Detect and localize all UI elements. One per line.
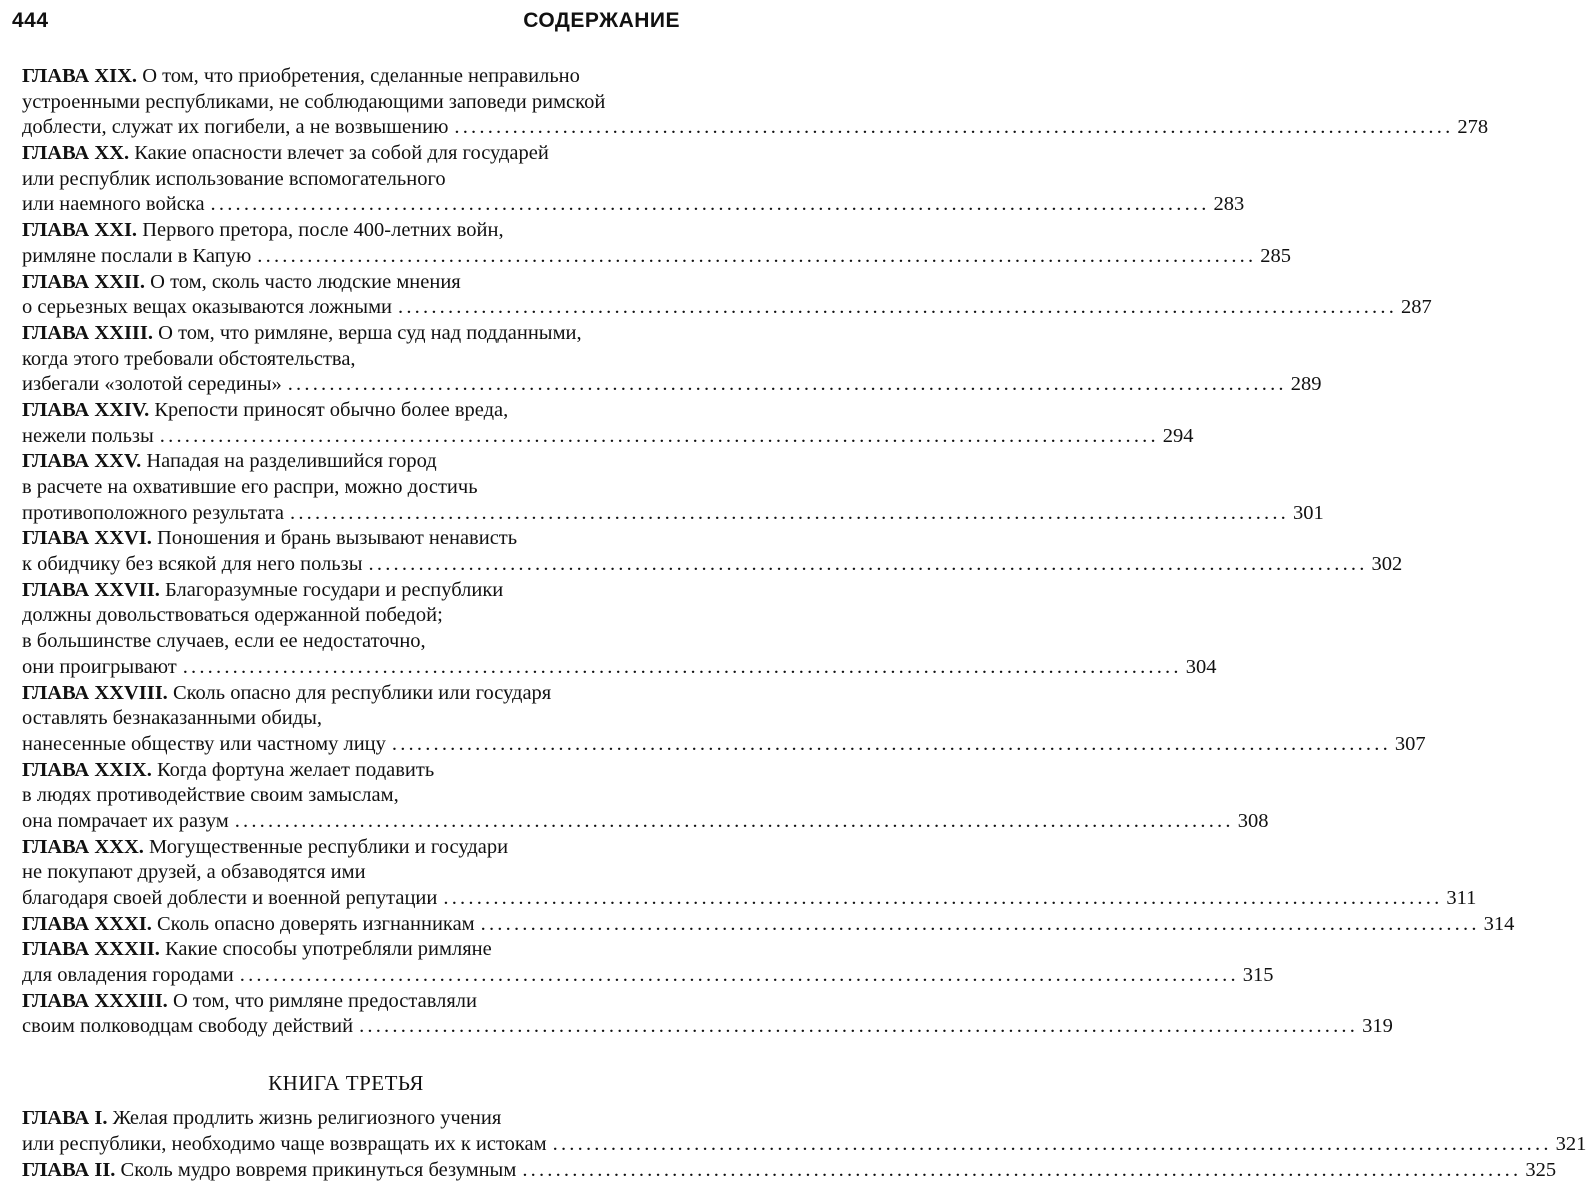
toc-entry-text: противоположного результата bbox=[22, 501, 284, 524]
table-of-contents bbox=[22, 64, 1586, 1183]
toc-entry-text: своим полководцам свободу действий bbox=[22, 1015, 354, 1038]
toc-entry bbox=[22, 835, 1477, 912]
toc-entry-line bbox=[22, 706, 670, 732]
dot-leader: ........................................................................................................................ bbox=[522, 1158, 1522, 1181]
toc-entry-text: ГЛАВА XXV. Нападая на разделившийся город bbox=[22, 450, 437, 473]
toc-page-number: 325 bbox=[1525, 1158, 1557, 1181]
toc-entry-line bbox=[22, 115, 1489, 141]
toc-page-number: 314 bbox=[1483, 912, 1515, 935]
toc-entry-text: оставлять безнаказанными обиды, bbox=[22, 707, 323, 730]
toc-entry-text: или республики, необходимо чаще возвращать их к истокам bbox=[22, 1132, 547, 1155]
toc-entry-line bbox=[22, 732, 1426, 758]
toc-entry-text: ГЛАВА XXVI. Поношения и брань вызывают ненависть bbox=[22, 527, 518, 550]
page-number: 444 bbox=[12, 9, 49, 32]
toc-entry-line bbox=[22, 603, 670, 629]
toc-entry-line bbox=[22, 270, 670, 296]
dot-leader: ........................................................................................................................ bbox=[239, 964, 1239, 987]
chapter-label: ГЛАВА XXVIII. bbox=[22, 681, 168, 704]
toc-page-number: 302 bbox=[1371, 553, 1403, 576]
toc-entry-line bbox=[22, 526, 670, 552]
chapter-label: ГЛАВА XXX. bbox=[22, 835, 144, 858]
chapter-label: ГЛАВА XXI. bbox=[22, 219, 138, 242]
toc-entry bbox=[22, 64, 1489, 141]
toc-entry-line bbox=[22, 90, 670, 116]
chapter-label: ГЛАВА XXIX. bbox=[22, 758, 152, 781]
toc-entry-line bbox=[22, 1158, 1557, 1184]
toc-page-number: 289 bbox=[1290, 373, 1322, 396]
toc-page-number: 304 bbox=[1185, 655, 1217, 678]
toc-entry-text: для овладения городами bbox=[22, 964, 234, 987]
chapter-label: ГЛАВА II. bbox=[22, 1158, 116, 1181]
toc-entry-line bbox=[22, 424, 1194, 450]
dot-leader: ........................................................................................................................ bbox=[234, 809, 1234, 832]
dot-leader: ........................................................................................................................ bbox=[480, 912, 1480, 935]
toc-entry-text: должны довольствоваться одержанной победой; bbox=[22, 604, 443, 627]
toc-entry-line bbox=[22, 578, 670, 604]
toc-page-number: 315 bbox=[1242, 964, 1274, 987]
toc-entry-text: римляне послали в Капую bbox=[22, 244, 252, 267]
toc-entry-text: избегали «золотой середины» bbox=[22, 373, 282, 396]
dot-leader: ........................................................................................................................ bbox=[398, 296, 1398, 319]
dot-leader: ........................................................................................................................ bbox=[210, 193, 1210, 216]
dot-leader: ........................................................................................................................ bbox=[391, 732, 1391, 755]
toc-entry-line bbox=[22, 398, 670, 424]
chapter-label: ГЛАВА XXVII. bbox=[22, 578, 160, 601]
toc-page-number: 311 bbox=[1446, 887, 1477, 909]
toc-entry-line bbox=[22, 681, 670, 707]
toc-entry-line bbox=[22, 218, 670, 244]
toc-page-number: 321 bbox=[1555, 1132, 1586, 1155]
chapter-label: ГЛАВА XXXI. bbox=[22, 912, 152, 935]
toc-entry-text: в большинстве случаев, если ее недостаточно, bbox=[22, 630, 426, 653]
toc-page-number: 319 bbox=[1362, 1015, 1393, 1038]
toc-entry bbox=[22, 578, 1217, 681]
toc-part-two bbox=[22, 1106, 1586, 1183]
toc-entry-line bbox=[22, 1014, 1393, 1040]
toc-entry-text: ГЛАВА XXI. Первого претора, после 400-летних войн, bbox=[22, 219, 504, 242]
toc-entry-line bbox=[22, 886, 1477, 912]
chapter-label: ГЛАВА XXIII. bbox=[22, 321, 154, 344]
toc-entry-text: ГЛАВА I. Желая продлить жизнь религиозного учения bbox=[22, 1107, 502, 1130]
chapter-label: ГЛАВА XXV. bbox=[22, 450, 142, 473]
dot-leader: ........................................................................................................................ bbox=[257, 244, 1257, 267]
running-head bbox=[12, 4, 680, 38]
toc-entry-line bbox=[22, 629, 670, 655]
toc-entry bbox=[22, 681, 1426, 758]
toc-entry-text: устроенными республиками, не соблюдающими заповеди римской bbox=[22, 90, 606, 113]
toc-entry-text: ГЛАВА XXX. Могущественные республики и государи bbox=[22, 835, 509, 858]
toc-part-one bbox=[22, 64, 1515, 1040]
toc-entry bbox=[22, 989, 1393, 1040]
toc-entry-text: к обидчику без всякой для него пользы bbox=[22, 553, 363, 576]
toc-entry-line bbox=[22, 783, 670, 809]
toc-entry-text: нанесенные обществу или частному лицу bbox=[22, 732, 386, 755]
dot-leader: ........................................................................................................................ bbox=[182, 655, 1182, 678]
toc-entry-line bbox=[22, 758, 670, 784]
toc-entry-text: в людях противодействие своим замыслам, bbox=[22, 784, 399, 807]
toc-entry-line bbox=[22, 372, 1322, 398]
toc-entry-text: или наемного войска bbox=[22, 193, 205, 216]
toc-entry-line bbox=[22, 64, 670, 90]
toc-entry-line bbox=[22, 937, 670, 963]
toc-entry-line bbox=[22, 449, 670, 475]
toc-entry-text: благодаря своей доблести и военной репутации bbox=[22, 887, 438, 909]
toc-entry-text: доблести, служат их погибели, а не возвышению bbox=[22, 116, 449, 139]
toc-entry-line bbox=[22, 809, 1269, 835]
toc-entry bbox=[22, 526, 1403, 577]
chapter-label: ГЛАВА XXXII. bbox=[22, 938, 160, 961]
toc-entry-line bbox=[22, 167, 670, 193]
toc-entry-text: ГЛАВА XXVIII. Сколь опасно для республики или государя bbox=[22, 681, 552, 704]
toc-entry bbox=[22, 449, 1324, 526]
toc-page-number: 308 bbox=[1237, 809, 1269, 832]
toc-entry-text: они проигрывают bbox=[22, 655, 177, 678]
toc-entry-text: о серьезных вещах оказываются ложными bbox=[22, 296, 393, 319]
book-heading: КНИГА ТРЕТЬЯ bbox=[268, 1071, 424, 1096]
toc-entry-line bbox=[22, 989, 670, 1015]
toc-page-number: 307 bbox=[1394, 732, 1426, 755]
chapter-label: ГЛАВА I. bbox=[22, 1107, 108, 1130]
toc-entry bbox=[22, 1106, 1586, 1157]
toc-entry-line bbox=[22, 347, 670, 373]
toc-entry-text: не покупают друзей, а обзаводятся ими bbox=[22, 861, 366, 884]
dot-leader: ........................................................................................................................ bbox=[368, 553, 1368, 576]
toc-entry-line bbox=[22, 1106, 670, 1132]
toc-page-number: 287 bbox=[1401, 296, 1432, 319]
dot-leader: ........................................................................................................................ bbox=[159, 424, 1159, 447]
toc-page-number: 278 bbox=[1457, 116, 1489, 139]
toc-entry bbox=[22, 912, 1515, 938]
toc-entry bbox=[22, 270, 1432, 321]
toc-entry-line bbox=[22, 963, 1274, 989]
toc-entry-line bbox=[22, 321, 670, 347]
dot-leader: ........................................................................................................................ bbox=[287, 373, 1287, 396]
toc-entry-text: ГЛАВА XX. Какие опасности влечет за собой для государей bbox=[22, 142, 549, 165]
toc-entry-line bbox=[22, 1132, 1586, 1158]
toc-entry-line bbox=[22, 475, 670, 501]
chapter-label: ГЛАВА XIX. bbox=[22, 65, 138, 87]
toc-entry-line bbox=[22, 655, 1217, 681]
toc-entry-text: ГЛАВА XXII. О том, сколь часто людские мнения bbox=[22, 270, 461, 293]
chapter-label: ГЛАВА XXIV. bbox=[22, 398, 150, 421]
toc-entry-text: ГЛАВА XXVII. Благоразумные государи и республики bbox=[22, 578, 504, 601]
toc-entry-line bbox=[22, 912, 1515, 938]
toc-entry-line bbox=[22, 192, 1245, 218]
toc-page-number: 294 bbox=[1162, 424, 1194, 447]
toc-entry-text: нежели пользы bbox=[22, 424, 154, 447]
dot-leader: ........................................................................................................................ bbox=[359, 1015, 1359, 1038]
section-title: СОДЕРЖАНИЕ bbox=[523, 9, 680, 32]
toc-entry bbox=[22, 321, 1322, 398]
dot-leader: ........................................................................................................................ bbox=[454, 116, 1454, 139]
chapter-label: ГЛАВА XXVI. bbox=[22, 527, 152, 550]
toc-entry bbox=[22, 758, 1269, 835]
toc-entry bbox=[22, 141, 1245, 218]
toc-entry-text: когда этого требовали обстоятельства, bbox=[22, 347, 356, 370]
toc-entry-text: ГЛАВА XXXI. Сколь опасно доверять изгнанникам bbox=[22, 912, 475, 935]
toc-entry-line bbox=[22, 295, 1432, 321]
toc-entry-line bbox=[22, 501, 1324, 527]
toc-entry-text: ГЛАВА XXXII. Какие способы употребляли римляне bbox=[22, 938, 492, 961]
dot-leader: ........................................................................................................................ bbox=[290, 501, 1289, 524]
toc-entry-text: она помрачает их разум bbox=[22, 809, 229, 832]
toc-entry-text: ГЛАВА XXXIII. О том, что римляне предоставляли bbox=[22, 989, 477, 1012]
toc-entry-text: ГЛАВА XXIV. Крепости приносят обычно более вреда, bbox=[22, 398, 509, 421]
toc-entry-text: или республик использование вспомогательного bbox=[22, 167, 446, 190]
toc-page-number: 283 bbox=[1213, 193, 1245, 216]
toc-entry bbox=[22, 1158, 1557, 1184]
toc-entry-text: ГЛАВА II. Сколь мудро вовремя прикинуться безумным bbox=[22, 1158, 517, 1181]
dot-leader: ........................................................................................................................ bbox=[552, 1132, 1552, 1155]
toc-page-number: 285 bbox=[1260, 244, 1292, 267]
dot-leader: ........................................................................................................................ bbox=[443, 887, 1443, 909]
toc-entry bbox=[22, 218, 1292, 269]
toc-entry bbox=[22, 398, 1194, 449]
toc-entry-line bbox=[22, 860, 670, 886]
chapter-label: ГЛАВА XXII. bbox=[22, 270, 146, 293]
chapter-label: ГЛАВА XX. bbox=[22, 142, 130, 165]
toc-entry-text: ГЛАВА XXIII. О том, что римляне, верша суд над подданными, bbox=[22, 321, 582, 344]
toc-entry-line bbox=[22, 141, 670, 167]
toc-entry-line bbox=[22, 552, 1403, 578]
toc-entry-line bbox=[22, 835, 670, 861]
chapter-label: ГЛАВА XXXIII. bbox=[22, 989, 168, 1012]
toc-entry-text: ГЛАВА XXIX. Когда фортуна желает подавить bbox=[22, 758, 435, 781]
toc-entry-text: ГЛАВА XIX. О том, что приобретения, сделанные неправильно bbox=[22, 65, 580, 87]
toc-entry bbox=[22, 937, 1274, 988]
toc-page-number: 301 bbox=[1293, 501, 1324, 524]
toc-entry-text: в расчете на охватившие его распри, можно достичь bbox=[22, 476, 478, 498]
toc-entry-line bbox=[22, 244, 1292, 270]
